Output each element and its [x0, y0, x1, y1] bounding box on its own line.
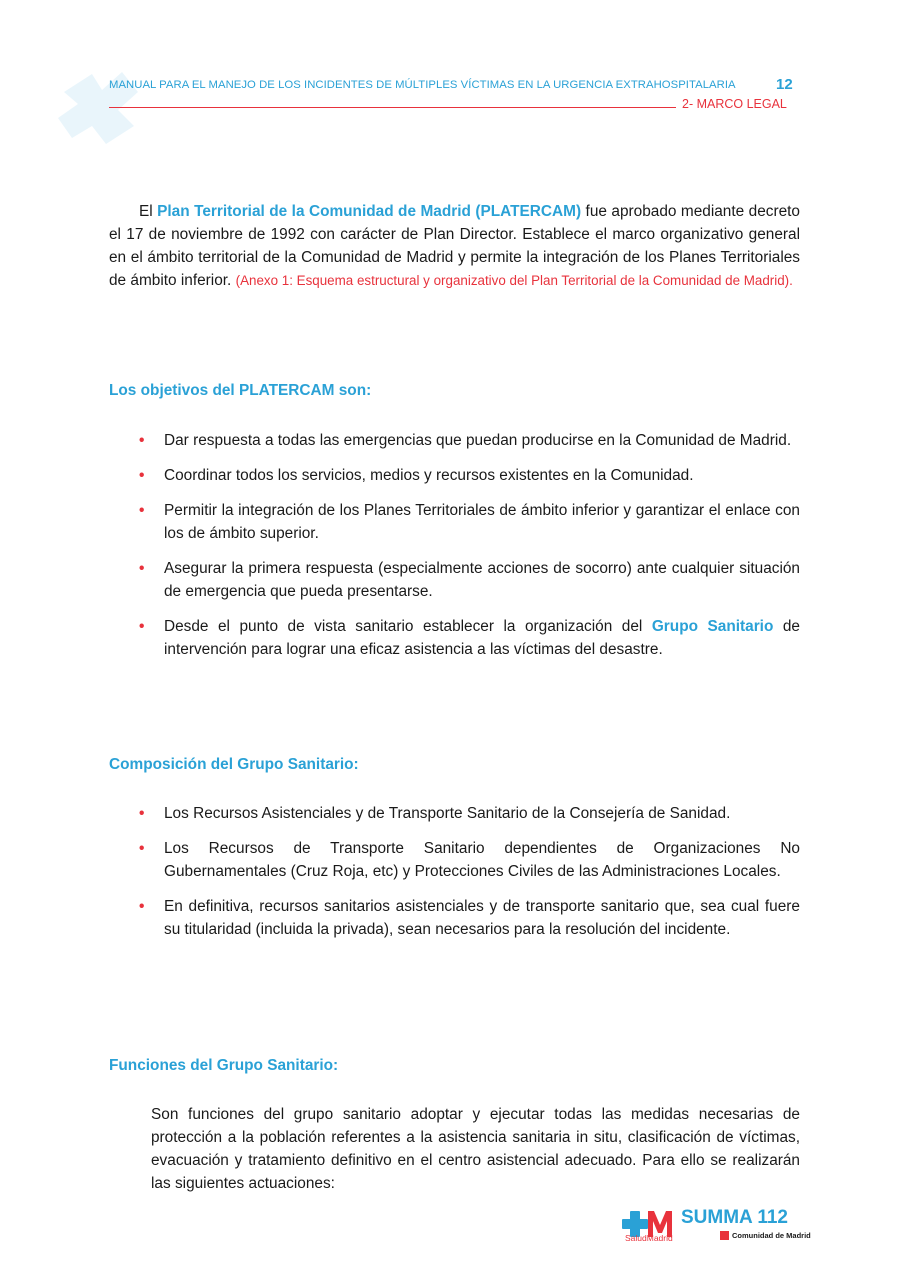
grupo-sanitario-highlight: Grupo Sanitario: [651, 618, 774, 635]
list-item: • Coordinar todos los servicios, medios y recursos existentes en la Comunidad.: [109, 464, 800, 487]
bullet-icon: •: [139, 840, 145, 857]
plan-name: Plan Territorial de la Comunidad de Madrid (PLATERCAM): [157, 203, 582, 220]
bullet-icon: •: [139, 805, 145, 822]
document-title: MANUAL PARA EL MANEJO DE LOS INCIDENTES DE MÚLTIPLES VÍCTIMAS EN LA URGENCIA EXTRAHOSPITALARIA: [109, 79, 736, 91]
list-item: • Asegurar la primera respuesta (especialmente acciones de socorro) ante cualquier situación de emergencia que pueda presentarse.: [109, 557, 800, 603]
watermark-cross-logo: [52, 52, 162, 152]
list-item: • Los Recursos Asistenciales y de Transporte Sanitario de la Consejería de Sanidad.: [109, 802, 800, 825]
bullet-icon: •: [139, 898, 145, 915]
annex-reference: (Anexo 1: Esquema estructural y organizativo del Plan Territorial de la Comunidad de Madrid).: [235, 273, 793, 288]
header-divider: [109, 107, 676, 108]
bullet-icon: •: [139, 618, 145, 635]
comunidad-madrid-label: Comunidad de Madrid: [732, 1231, 811, 1240]
summa-112-logo: SUMMA 112: [681, 1207, 788, 1228]
comunidad-madrid-flag-icon: [720, 1231, 729, 1240]
list-item: • Los Recursos de Transporte Sanitario dependientes de Organizaciones No Gubernamentales (Cruz Roja, etc) y Protecciones Civiles de las Administraciones Locales.: [109, 837, 800, 883]
list-item: • Desde el punto de vista sanitario establecer la organización del Grupo Sanitario de intervención para lograr una eficaz asistencia a las víctimas del desastre.: [109, 615, 800, 661]
bullet-icon: •: [139, 560, 145, 577]
list-item: • Dar respuesta a todas las emergencias que puedan producirse en la Comunidad de Madrid.: [109, 429, 800, 452]
section-label: 2- MARCO LEGAL: [682, 97, 787, 111]
salud-madrid-label: SaludMadrid: [625, 1233, 673, 1243]
functions-heading: Funciones del Grupo Sanitario:: [109, 1057, 339, 1074]
bullet-icon: •: [139, 502, 145, 519]
objectives-heading: Los objetivos del PLATERCAM son:: [109, 382, 372, 399]
intro-text: fue aprobado mediante decreto el 17 de noviembre de 1992 con carácter de Plan Director. Establece el marco organizativo general en el ámbito territorial de la Comunidad de Madrid y permite la integración de los Planes Territoriales de ámbito inferior.: [109, 203, 800, 289]
page-number: 12: [776, 76, 793, 93]
composition-heading: Composición del Grupo Sanitario:: [109, 756, 359, 773]
functions-paragraph: Son funciones del grupo sanitario adoptar y ejecutar todas las medidas necesarias de protección a la población referentes a la asistencia sanitaria in situ, clasificación de víctimas, evacuación y tratamiento definitivo en el centro asistencial adecuado. Para ello se realizarán las siguientes actuaciones:: [151, 1106, 800, 1192]
objectives-list: [109, 429, 800, 673]
intro-lead: El: [139, 203, 153, 220]
composition-list: [109, 802, 800, 953]
bullet-icon: •: [139, 467, 145, 484]
intro-paragraph: [109, 200, 800, 292]
list-item: • En definitiva, recursos sanitarios asistenciales y de transporte sanitario que, sea cual fuere su titularidad (incluida la privada), sean necesarios para la resolución del incidente.: [109, 895, 800, 941]
list-item: • Permitir la integración de los Planes Territoriales de ámbito inferior y garantizar el enlace con los de ámbito superior.: [109, 499, 800, 545]
bullet-icon: •: [139, 432, 145, 449]
